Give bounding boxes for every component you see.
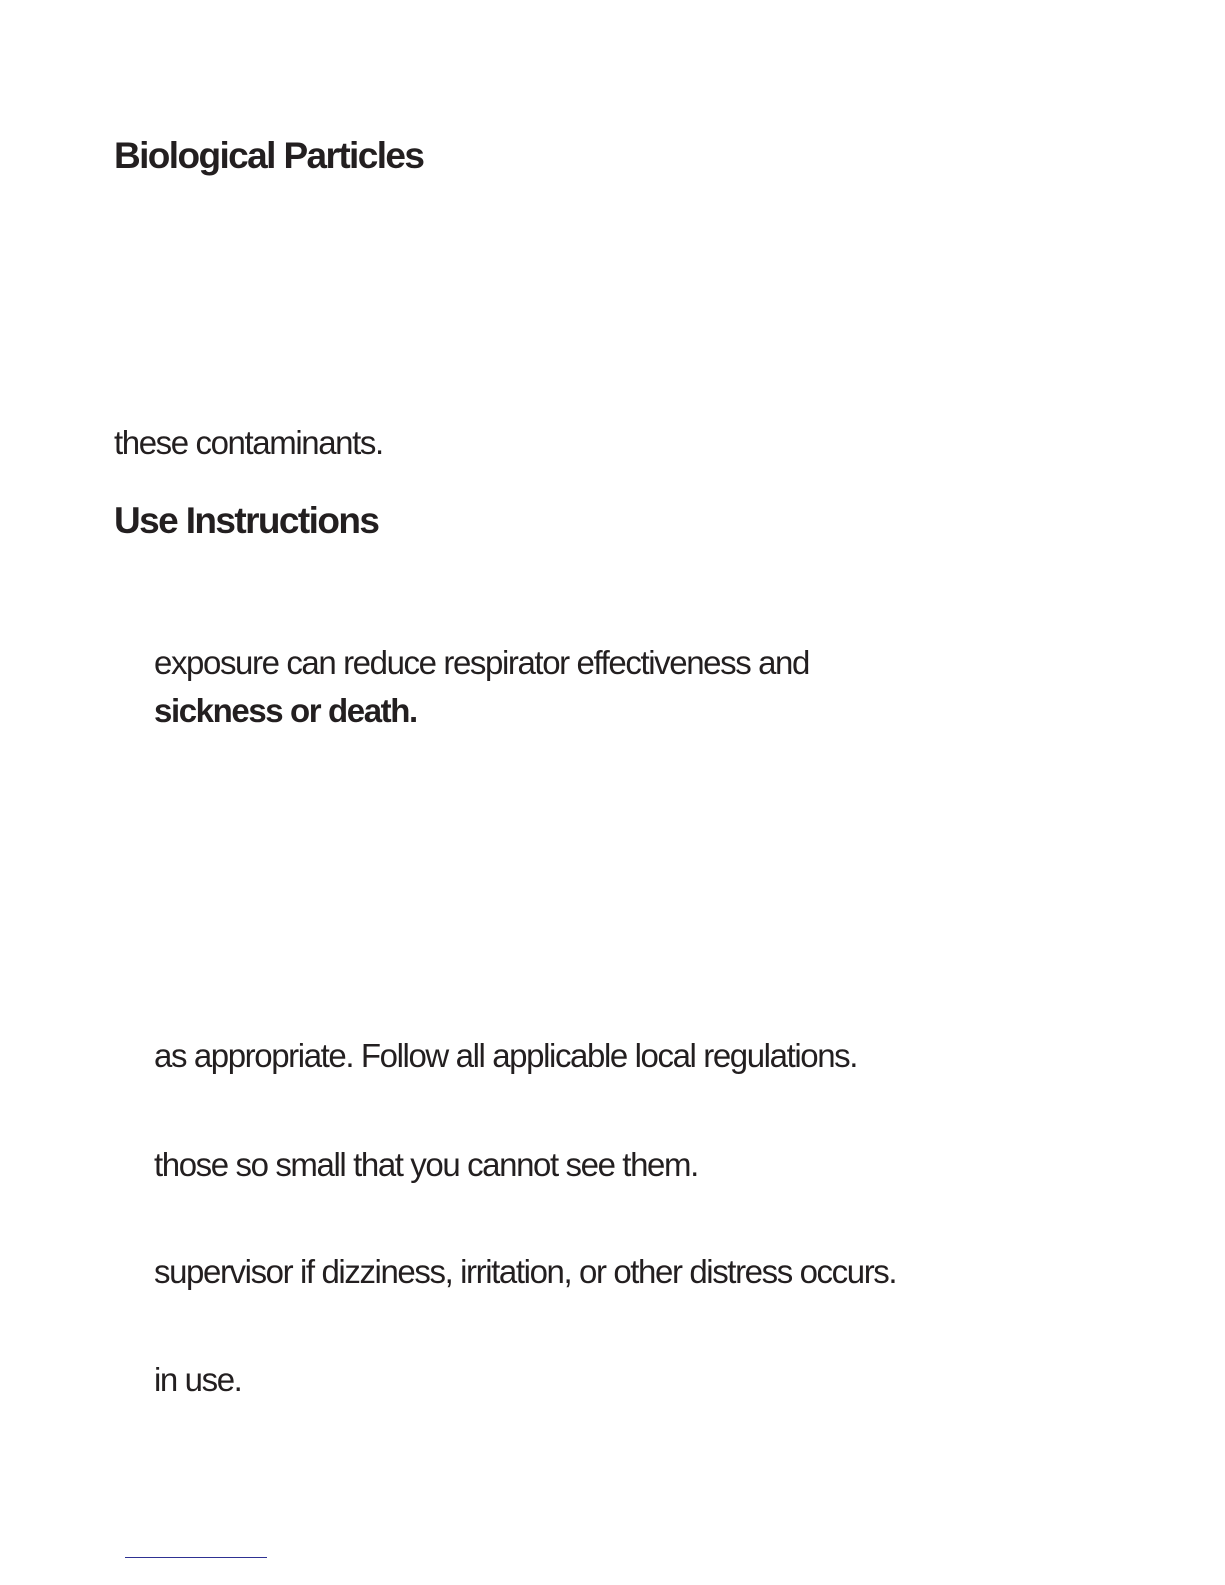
warning-emphasis-line: sickness or death. [154,692,417,729]
regulations-text-line: as appropriate. Follow all applicable local regulations. [154,1037,858,1074]
biological-particles-heading: Biological Particles [114,135,424,176]
footer-divider [125,1557,267,1558]
use-instructions-heading: Use Instructions [114,500,379,541]
warning-text-line: exposure can reduce respirator effectiveness and [154,644,809,681]
particles-text-line: those so small that you cannot see them. [154,1146,698,1183]
in-use-text-line: in use. [154,1361,242,1398]
supervisor-text-line: supervisor if dizziness, irritation, or other distress occurs. [154,1253,897,1290]
biological-particles-text-line: these contaminants. [114,424,383,461]
